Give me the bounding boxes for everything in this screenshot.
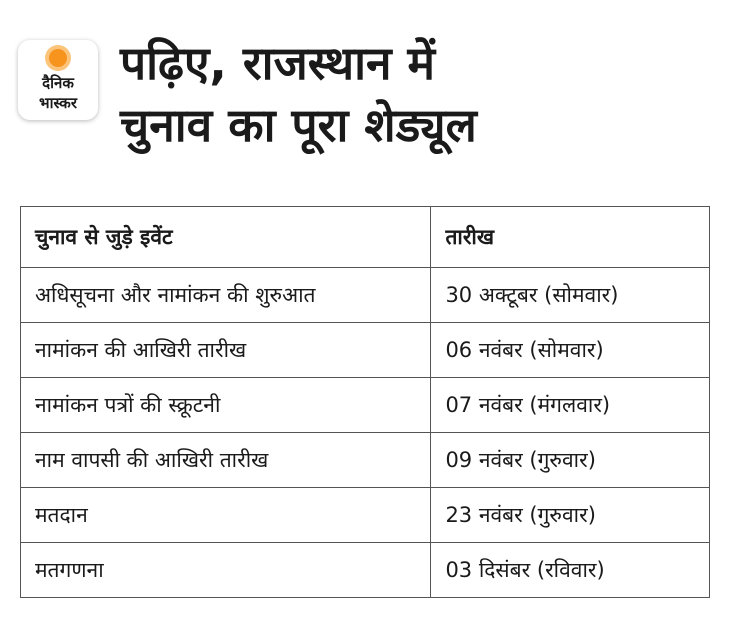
logo-text-line1: दैनिक	[42, 74, 74, 92]
date-cell: 23 नवंबर (गुरुवार)	[431, 488, 710, 543]
sun-icon	[49, 49, 67, 67]
table-row	[21, 488, 710, 543]
date-cell: 30 अक्टूबर (सोमवार)	[431, 268, 710, 323]
table-header-row	[21, 207, 710, 268]
dainik-bhaskar-logo	[18, 40, 98, 120]
table-row	[21, 433, 710, 488]
table-row	[21, 543, 710, 598]
election-schedule-table	[20, 206, 710, 598]
title-line2: चुनाव का पूरा शेड्यूल	[120, 98, 477, 152]
header-event: चुनाव से जुड़े इवेंट	[21, 207, 431, 268]
logo-text-line2: भास्कर	[39, 94, 77, 112]
table-row	[21, 323, 710, 378]
date-cell: 03 दिसंबर (रविवार)	[431, 543, 710, 598]
date-cell: 09 नवंबर (गुरुवार)	[431, 433, 710, 488]
event-cell: नामांकन की आखिरी तारीख	[21, 323, 431, 378]
table-row	[21, 268, 710, 323]
page-title	[120, 32, 720, 156]
event-cell: नाम वापसी की आखिरी तारीख	[21, 433, 431, 488]
event-cell: अधिसूचना और नामांकन की शुरुआत	[21, 268, 431, 323]
event-cell: नामांकन पत्रों की स्क्रूटनी	[21, 378, 431, 433]
date-cell: 06 नवंबर (सोमवार)	[431, 323, 710, 378]
date-cell: 07 नवंबर (मंगलवार)	[431, 378, 710, 433]
title-line1: पढ़िए, राजस्थान में	[120, 36, 436, 90]
event-cell: मतदान	[21, 488, 431, 543]
table-row	[21, 378, 710, 433]
header-date: तारीख	[431, 207, 710, 268]
event-cell: मतगणना	[21, 543, 431, 598]
